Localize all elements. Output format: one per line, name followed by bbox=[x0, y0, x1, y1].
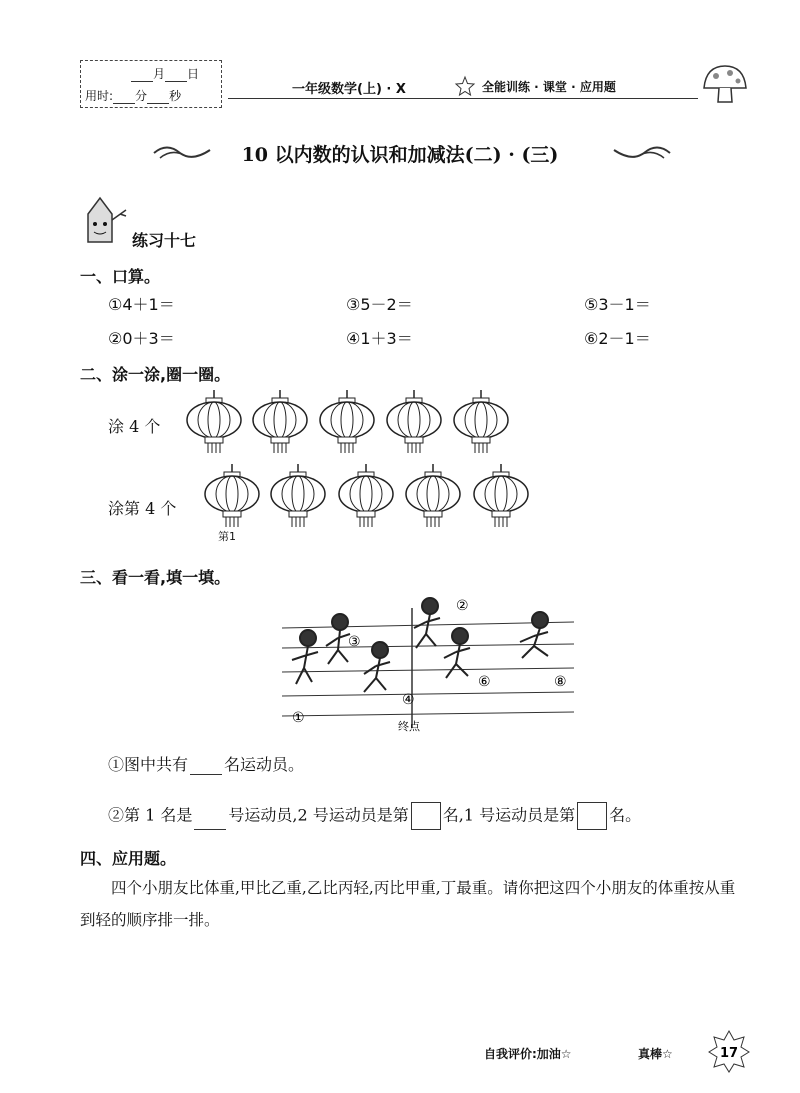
page-number: 17 bbox=[719, 1046, 739, 1061]
lantern-row1-5[interactable] bbox=[454, 390, 508, 453]
oral-q1: ①4＋1＝ bbox=[108, 295, 175, 314]
q2-box-c[interactable] bbox=[577, 802, 607, 830]
lantern-row2-3[interactable] bbox=[339, 464, 393, 527]
time-line: 用时: 分 秒 bbox=[85, 89, 182, 103]
race-illustration bbox=[278, 588, 578, 738]
q2-blank-a[interactable] bbox=[194, 811, 226, 830]
q1-blank[interactable] bbox=[190, 756, 222, 775]
runner-label-2: ② bbox=[456, 598, 469, 614]
first-marker: 第1 bbox=[218, 530, 236, 543]
oral-q3: ③5－2＝ bbox=[346, 295, 413, 314]
oral-q6: ⑥2－1＝ bbox=[584, 329, 651, 348]
great-label: 真棒☆ bbox=[638, 1047, 673, 1061]
date-line: 月 日 bbox=[131, 65, 199, 82]
runner-label-1: ① bbox=[292, 710, 305, 726]
runner-label-4: ④ bbox=[402, 692, 415, 708]
lantern-row2-4[interactable] bbox=[406, 464, 460, 527]
word-problem-text: 四个小朋友比体重,甲比乙重,乙比丙轻,丙比甲重,丁最重。请你把这四个小朋友的体重按从重到轻的顺序排一排。 bbox=[80, 879, 736, 929]
lantern-row1-3[interactable] bbox=[320, 390, 374, 453]
lantern-row1-2[interactable] bbox=[253, 390, 307, 453]
page-title: 10 以内数的认识和加减法(二) · (三) bbox=[241, 144, 559, 166]
color-row2-label: 涂第 4 个 bbox=[108, 499, 177, 518]
book-title: 一年级数学(上) · X bbox=[292, 82, 406, 97]
oral-q5: ⑤3－1＝ bbox=[584, 295, 651, 314]
lantern-row2-1[interactable] bbox=[205, 464, 259, 527]
page-badge-icon bbox=[708, 1030, 750, 1072]
lantern-row2-5[interactable] bbox=[474, 464, 528, 527]
color-row1-label: 涂 4 个 bbox=[108, 417, 161, 436]
lantern-row1-4[interactable] bbox=[387, 390, 441, 453]
runner-label-8: ⑧ bbox=[554, 674, 567, 690]
runner-label-6: ⑥ bbox=[478, 674, 491, 690]
runner-label-3: ③ bbox=[348, 634, 361, 650]
lantern-row1-1[interactable] bbox=[187, 390, 241, 453]
fill-q2: ②第 1 名是 号运动员,2 号运动员是第 名,1 号运动员是第 名。 bbox=[108, 802, 641, 830]
q2-box-b[interactable] bbox=[411, 802, 441, 830]
exercise-title: 练习十七 bbox=[132, 231, 197, 250]
finish-label: 终点 bbox=[398, 720, 420, 733]
section-coloring: 二、涂一涂,圈一圈。 bbox=[80, 365, 231, 384]
series-name: 全能训练 · 课堂 · 应用题 bbox=[482, 80, 616, 94]
section-word-problem: 四、应用题。 bbox=[80, 849, 177, 868]
section-race: 三、看一看,填一填。 bbox=[80, 568, 231, 587]
oral-q4: ④1＋3＝ bbox=[346, 329, 413, 348]
fill-q1: ①图中共有 名运动员。 bbox=[108, 755, 305, 774]
lantern-row2-2[interactable] bbox=[271, 464, 325, 527]
oral-q2: ②0＋3＝ bbox=[108, 329, 175, 348]
self-eval: 自我评价:加油☆ bbox=[484, 1047, 572, 1061]
section-oral: 一、口算。 bbox=[80, 267, 161, 286]
